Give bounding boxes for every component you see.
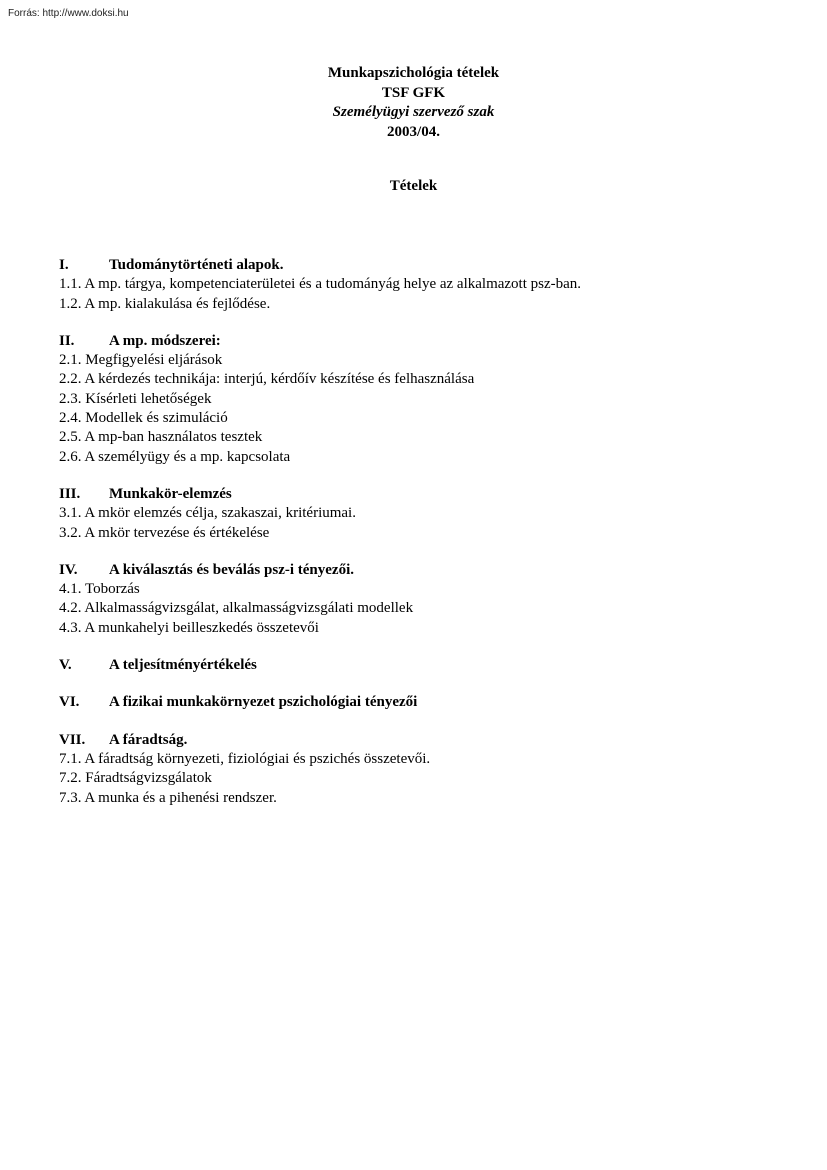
list-item: 4.3. A munkahelyi beilleszkedés összetevői: [59, 619, 319, 636]
section: [59, 332, 779, 467]
list-item: 3.1. A mkör elemzés célja, szakaszai, kritériumai.: [59, 505, 356, 522]
list-item: 4.1. Toborzás: [59, 581, 140, 598]
list-item: 2.4. Modellek és szimuláció: [59, 410, 228, 427]
section-heading: [59, 731, 779, 750]
section-title: A fizikai munkakörnyezet pszichológiai tényezői: [109, 694, 418, 711]
section-title: A fáradtság.: [109, 731, 188, 748]
section-number: III.: [59, 485, 81, 502]
section: [59, 693, 779, 712]
list-item: 2.5. A mp-ban használatos tesztek: [59, 429, 263, 446]
section-heading: [59, 485, 779, 504]
list-item: 2.6. A személyügy és a mp. kapcsolata: [59, 448, 291, 465]
section: [59, 256, 779, 314]
list-item: 4.2. Alkalmasságvizsgálat, alkalmasságvizsgálati modellek: [59, 600, 414, 617]
document-header: [0, 64, 827, 142]
section-number: IV.: [59, 561, 78, 578]
list-item: 7.2. Fáradtságvizsgálatok: [59, 770, 212, 787]
section-heading: [59, 561, 779, 580]
section-title: Munkakör-elemzés: [109, 485, 232, 502]
list-item: 1.2. A mp. kialakulása és fejlődése.: [59, 295, 271, 312]
section-title: A teljesítményértékelés: [109, 657, 257, 674]
academic-year: 2003/04.: [387, 123, 440, 140]
topic-list: [59, 256, 779, 826]
section-title: A kiválasztás és beválás psz-i tényezői.: [109, 561, 354, 578]
institution-name: TSF GFK: [381, 84, 446, 101]
section: [59, 731, 779, 808]
list-item: 3.2. A mkör tervezése és értékelése: [59, 524, 270, 541]
section-heading: [59, 332, 779, 351]
list-item: 1.1. A mp. tárgya, kompetenciaterületei és a tudományág helye az alkalmazott psz-ban.: [59, 276, 582, 293]
list-title: Tételek: [389, 178, 438, 194]
list-item: 7.1. A fáradtság környezeti, fiziológiai és pszichés összetevői.: [59, 750, 431, 767]
section-number: II.: [59, 332, 75, 349]
section-title: A mp. módszerei:: [109, 332, 221, 349]
program-name: Személyügyi szervező szak: [332, 104, 495, 120]
section: [59, 485, 779, 543]
list-item: 7.3. A munka és a pihenési rendszer.: [59, 789, 277, 806]
section-number: VI.: [59, 694, 80, 711]
source-label: Forrás: http://www.doksi.hu: [8, 8, 129, 19]
list-item: 2.3. Kísérleti lehetőségek: [59, 390, 212, 407]
section-number: I.: [59, 257, 69, 273]
section-heading: [59, 656, 779, 675]
section: [59, 656, 779, 675]
document-title: Munkapszichológia tételek: [327, 65, 500, 81]
section-title: Tudománytörténeti alapok.: [109, 257, 284, 273]
section-number: VII.: [59, 731, 86, 748]
list-item: 2.2. A kérdezés technikája: interjú, kérdőív készítése és felhasználása: [59, 371, 475, 388]
section-heading: [59, 693, 779, 712]
section: [59, 561, 779, 638]
list-item: 2.1. Megfigyelési eljárások: [59, 352, 223, 369]
section-heading: [59, 256, 779, 275]
section-number: V.: [59, 657, 72, 674]
